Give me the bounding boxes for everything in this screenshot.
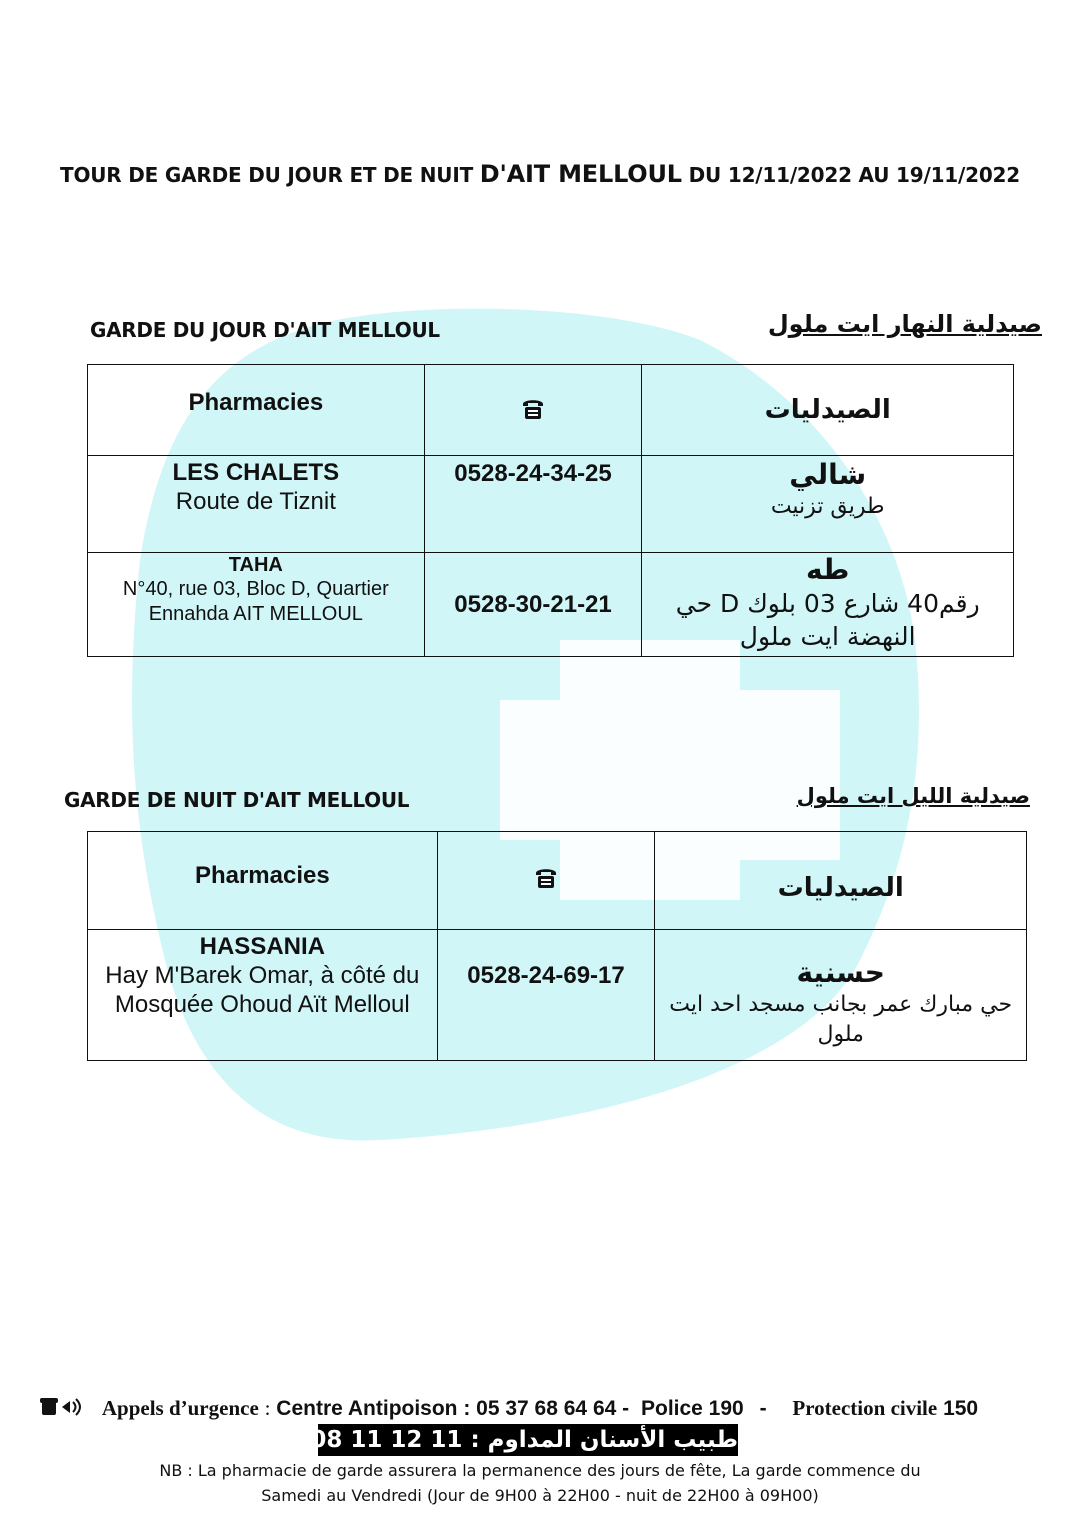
col-header-phone	[437, 832, 655, 930]
pharmacy-phone: 0528-24-69-17	[467, 962, 625, 989]
col-header-pharmacies-ar-label: الصيدليات	[777, 872, 904, 903]
title-part1: TOUR DE GARDE DU JOUR ET DE NUIT	[60, 163, 474, 187]
pharmacy-ar-cell	[642, 553, 1014, 657]
pharmacy-fr-cell	[88, 930, 438, 1061]
dentist-banner: طبيب الأسنان المداوم : 11 12 11 08 06	[318, 1424, 738, 1456]
pharmacy-name-fr: LES CHALETS	[172, 459, 340, 486]
col-header-pharmacies-label: Pharmacies	[194, 862, 330, 889]
note-line-2: Samedi au Vendredi (Jour de 9H00 à 22H00 - nuit de 22H00 à 09H00)	[261, 1486, 819, 1505]
pharmacy-name-fr: HASSANIA	[199, 933, 325, 960]
pharmacy-phone-cell	[424, 456, 642, 553]
col-header-pharmacies	[88, 365, 425, 456]
table-row	[88, 553, 1014, 657]
pharmacy-phone: 0528-30-21-21	[454, 590, 612, 618]
pharmacy-address-fr: N°40, rue 03, Bloc D, Quartier Ennahda AIT MELLOUL	[122, 578, 389, 625]
phone-icon	[533, 864, 559, 890]
table-header-row	[88, 832, 1027, 930]
note-line-1: NB : La pharmacie de garde assurera la permanence des jours de fête, La garde commence du	[159, 1461, 921, 1480]
protection-label: Protection civile	[792, 1396, 938, 1420]
phone-icon	[520, 395, 546, 421]
pharmacy-phone: 0528-24-34-25	[454, 460, 612, 487]
col-header-pharmacies	[88, 832, 438, 930]
pharmacy-address-ar: رقم40 شارع 03 بلوك D حي النهضة ايت ملول	[675, 589, 980, 651]
pharmacy-phone-cell	[437, 930, 655, 1061]
day-section-title-ar: صيدلية النهار ايت ملول	[767, 310, 1042, 338]
pharmacy-address-fr: Route de Tiznit	[175, 488, 336, 515]
title-part2: D'AIT MELLOUL	[479, 160, 682, 188]
pharmacy-name-ar: حسنية	[796, 956, 885, 989]
table-header-row	[88, 365, 1014, 456]
pharmacy-address-fr: Hay M'Barek Omar, à côté du Mosquée Ohoud Aït Melloul	[105, 962, 420, 1018]
col-header-pharmacies-ar-label: الصيدليات	[764, 395, 891, 425]
night-pharmacies-table	[87, 831, 1027, 1061]
table-row	[88, 930, 1027, 1061]
col-header-pharmacies-ar	[655, 832, 1027, 930]
night-section-title-ar: صيدلية الليل ايت ملول	[796, 784, 1030, 808]
pharmacy-name-fr: TAHA	[228, 554, 283, 576]
night-section-title-fr: GARDE DE NUIT D'AIT MELLOUL	[64, 788, 410, 812]
emergency-calls-line	[40, 1396, 978, 1421]
day-section-title-fr: GARDE DU JOUR D'AIT MELLOUL	[90, 318, 440, 342]
pharmacy-address-ar: طريق تزنيت	[770, 494, 885, 519]
pharmacy-fr-cell	[88, 456, 425, 553]
pharmacy-name-ar: شالي	[789, 458, 867, 491]
col-header-pharmacies-ar	[642, 365, 1014, 456]
urgence-label: Appels d’urgence	[101, 1396, 259, 1420]
title-part3: DU 12/11/2022 AU 19/11/2022	[688, 163, 1020, 187]
pharmacy-fr-cell	[88, 553, 425, 657]
footer-dash: -	[759, 1397, 767, 1420]
pharmacy-ar-cell	[642, 456, 1014, 553]
pharmacy-address-ar: حي مبارك عمر بجانب مسجد احد ايت ملول	[669, 992, 1013, 1047]
police-text: Police 190	[640, 1397, 744, 1420]
emergency-phone-icon	[40, 1397, 84, 1417]
day-pharmacies-table	[87, 364, 1014, 657]
pharmacy-ar-cell	[655, 930, 1027, 1061]
note-text	[100, 1458, 980, 1508]
col-header-phone	[424, 365, 642, 456]
antipoison-text: Centre Antipoison : 05 37 68 64 64 -	[276, 1397, 630, 1420]
pharmacy-name-ar: طه	[806, 553, 850, 586]
protection-number: 150	[943, 1397, 979, 1420]
pharmacy-phone-cell	[424, 553, 642, 657]
col-header-pharmacies-label: Pharmacies	[188, 389, 324, 416]
urgence-colon: :	[264, 1396, 271, 1420]
page-title	[0, 160, 1080, 188]
table-row	[88, 456, 1014, 553]
